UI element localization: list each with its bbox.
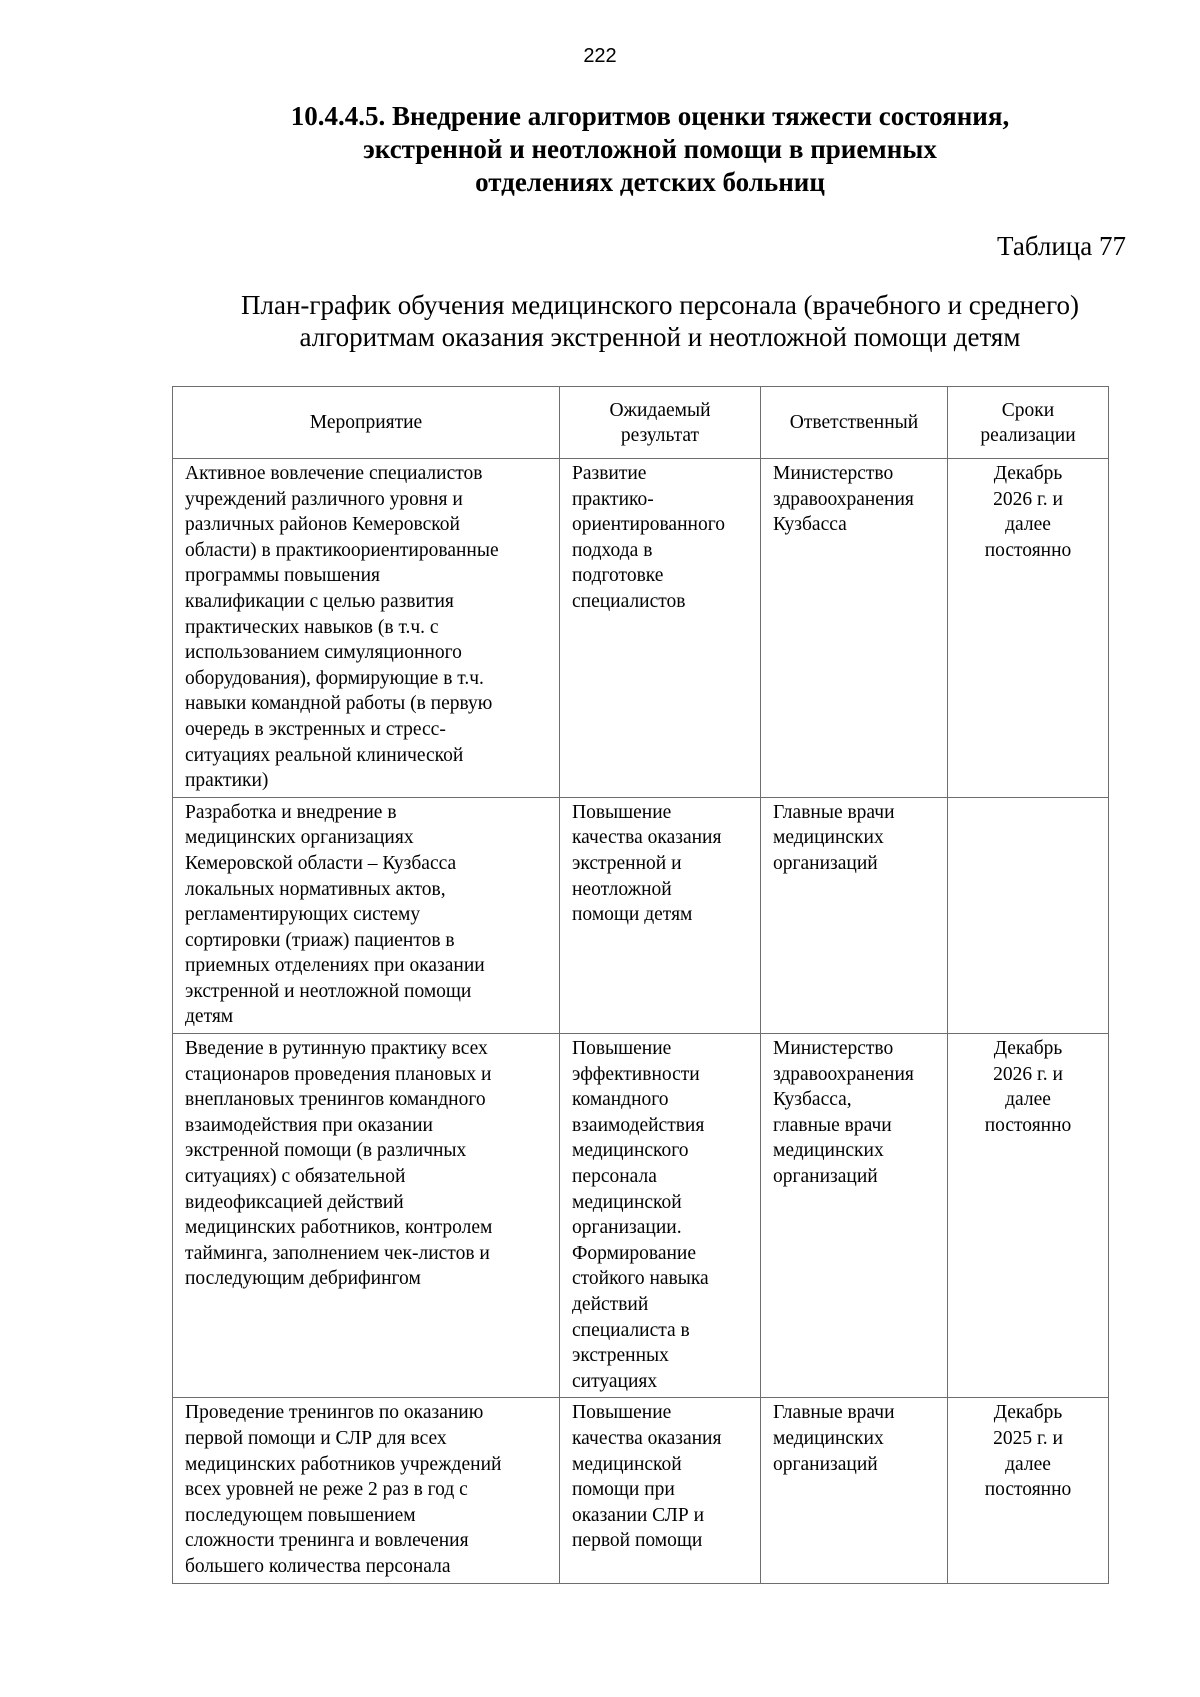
cell-responsible: Главные врачи медицинских организаций bbox=[761, 797, 948, 1033]
header-activity: Мероприятие bbox=[173, 387, 560, 459]
cell-deadline: Декабрь 2025 г. и далее постоянно bbox=[948, 1398, 1109, 1583]
section-heading-line: 10.4.4.5. Внедрение алгоритмов оценки тяжести состояния, bbox=[290, 101, 1010, 131]
page-number: 222 bbox=[583, 45, 617, 67]
cell-activity: Активное вовлечение специалистов учреждений различного уровня и различных районов Кемеровской области) в практикоориентированные программы повышения квалификации с целью развития практических навыков (в т.ч. с использованием симуляционного оборудования), формирующие в т.ч. навыки командной работы (в первую очередь в экстренных и стресс- ситуациях реальной клинической практики) bbox=[173, 459, 560, 798]
header-deadline: Сроки реализации bbox=[948, 387, 1109, 459]
cell-deadline: Декабрь 2026 г. и далее постоянно bbox=[948, 459, 1109, 798]
section-heading-line: отделениях детских больниц bbox=[475, 167, 825, 197]
table-caption-line: алгоритмам оказания экстренной и неотложной помощи детям bbox=[299, 322, 1021, 352]
cell-deadline: Декабрь 2026 г. и далее постоянно bbox=[948, 1034, 1109, 1398]
header-responsible: Ответственный bbox=[761, 387, 948, 459]
cell-result: Развитие практико- ориентированного подхода в подготовке специалистов bbox=[560, 459, 761, 798]
cell-deadline bbox=[948, 797, 1109, 1033]
cell-result: Повышение качества оказания экстренной и неотложной помощи детям bbox=[560, 797, 761, 1033]
table-row bbox=[173, 1034, 1109, 1398]
table-row bbox=[173, 1398, 1109, 1583]
cell-activity: Разработка и внедрение в медицинских организациях Кемеровской области – Кузбасса локальных нормативных актов, регламентирующих систему сортировки (триаж) пациентов в приемных отделениях при оказании экстренной и неотложной помощи детям bbox=[173, 797, 560, 1033]
table-caption bbox=[160, 289, 1160, 353]
cell-responsible: Министерство здравоохранения Кузбасса bbox=[761, 459, 948, 798]
cell-activity: Введение в рутинную практику всех стационаров проведения плановых и внеплановых тренингов командного взаимодействия при оказании экстренной помощи (в различных ситуациях) с обязательной видеофиксацией действий медицинских работников, контролем тайминга, заполнением чек-листов и последующим дебрифингом bbox=[173, 1034, 560, 1398]
table-label: Таблица 77 bbox=[997, 231, 1126, 261]
section-heading-line: экстренной и неотложной помощи в приемных bbox=[363, 134, 937, 164]
cell-result: Повышение качества оказания медицинской помощи при оказании СЛР и первой помощи bbox=[560, 1398, 761, 1583]
table-row bbox=[173, 459, 1109, 798]
table-header-row bbox=[173, 387, 1109, 459]
cell-responsible: Министерство здравоохранения Кузбасса, главные врачи медицинских организаций bbox=[761, 1034, 948, 1398]
cell-result: Повышение эффективности командного взаимодействия медицинского персонала медицинской организации. Формирование стойкого навыка действий специалиста в экстренных ситуациях bbox=[560, 1034, 761, 1398]
cell-responsible: Главные врачи медицинских организаций bbox=[761, 1398, 948, 1583]
section-heading bbox=[160, 100, 1140, 199]
plan-table bbox=[172, 386, 1109, 1584]
table-row bbox=[173, 797, 1109, 1033]
table-caption-line: План-график обучения медицинского персонала (врачебного и среднего) bbox=[241, 290, 1079, 320]
header-expected-result: Ожидаемый результат bbox=[560, 387, 761, 459]
cell-activity: Проведение тренингов по оказанию первой помощи и СЛР для всех медицинских работников учреждений всех уровней не реже 2 раз в год с последующем повышением сложности тренинга и вовлечения большего количества персонала bbox=[173, 1398, 560, 1583]
